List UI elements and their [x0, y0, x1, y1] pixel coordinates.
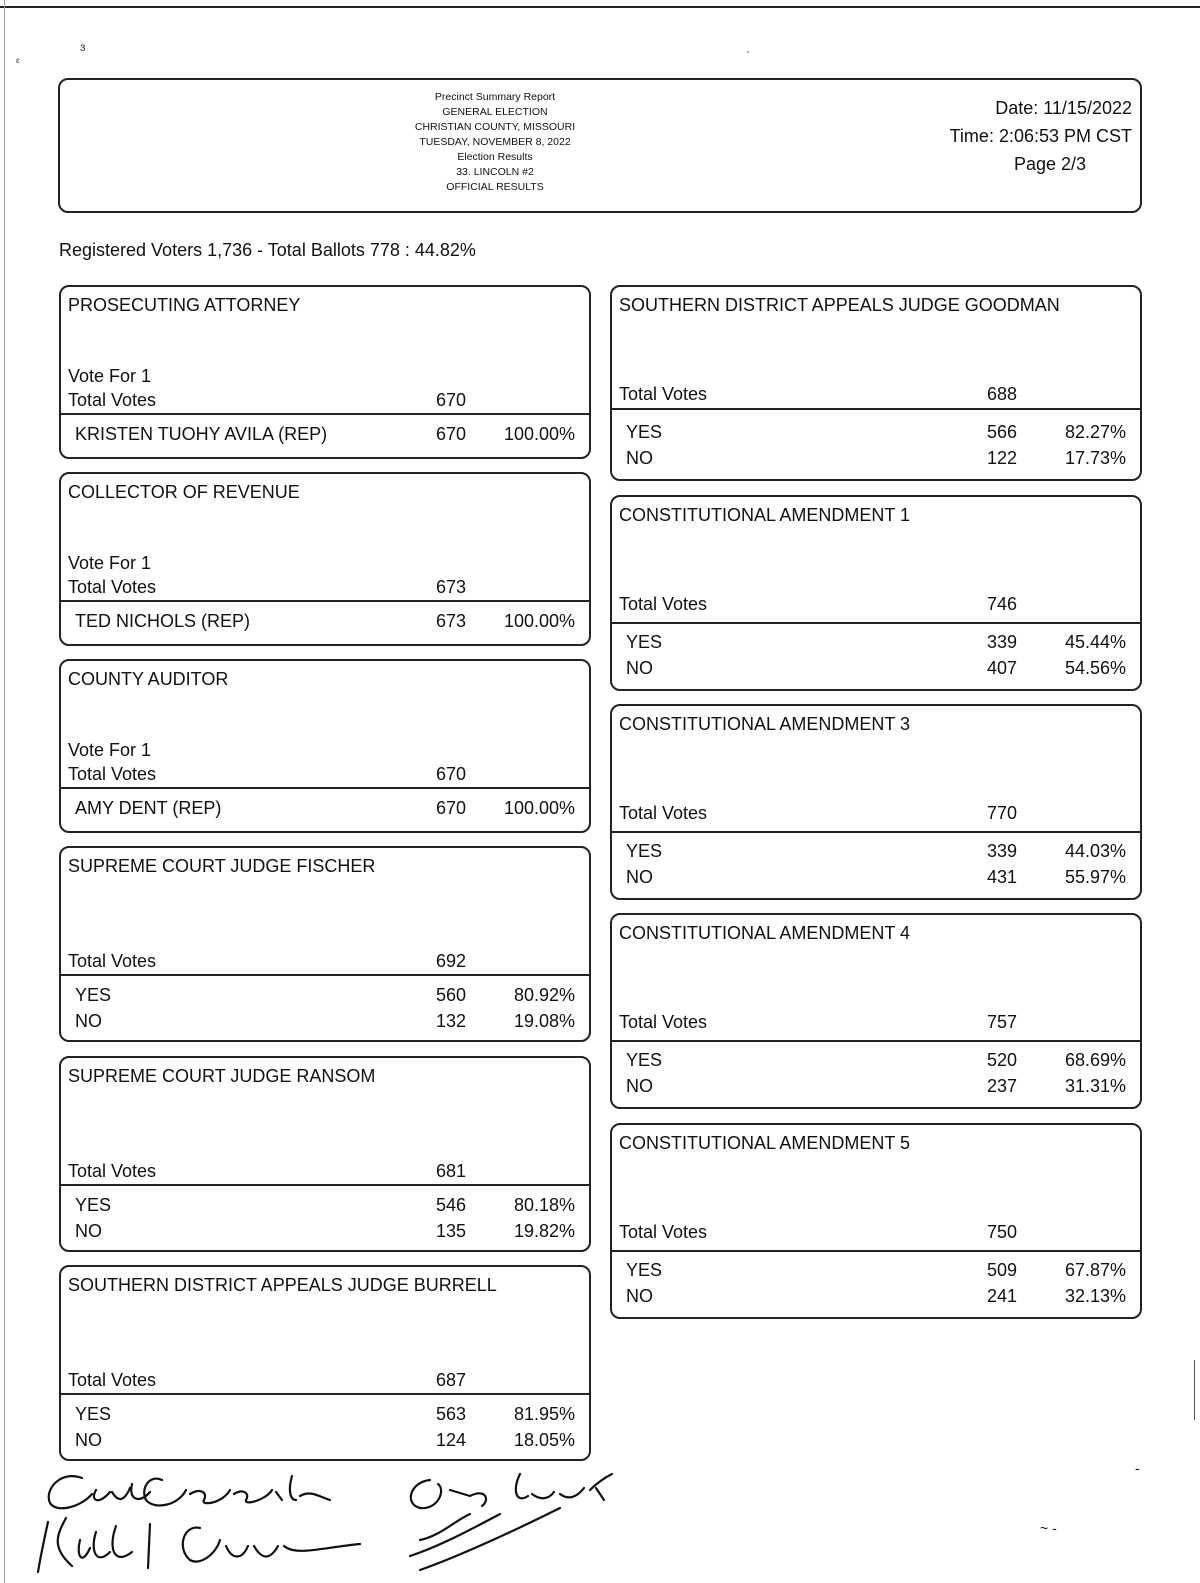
choice-percent: 19.08%: [513, 1011, 575, 1031]
total-votes-label: Total Votes: [68, 951, 157, 971]
choice-name: YES: [626, 1260, 663, 1280]
registered-voters-summary: Registered Voters 1,736 - Total Ballots 778 : 44.82%: [59, 240, 476, 260]
choice-votes: 339: [986, 841, 1017, 861]
choice-name: YES: [626, 632, 663, 652]
choice-percent: 80.18%: [513, 1195, 575, 1215]
total-votes-count: 692: [435, 951, 466, 971]
choice-name: YES: [626, 1050, 663, 1070]
results-label: Election Results: [457, 151, 533, 163]
choice-votes: 241: [986, 1286, 1017, 1306]
choice-percent: 32.13%: [1064, 1286, 1126, 1306]
choice-name: KRISTEN TUOHY AVILA (REP): [75, 424, 328, 444]
total-votes-count: 670: [435, 764, 466, 784]
choice-name: NO: [626, 1076, 653, 1096]
choice-name: AMY DENT (REP): [75, 798, 222, 818]
total-votes-label: Total Votes: [619, 594, 708, 614]
total-votes-label: Total Votes: [68, 577, 157, 597]
choice-percent: 100.00%: [503, 424, 575, 444]
choice-name: TED NICHOLS (REP): [75, 611, 251, 631]
precinct-name: 33. LINCOLN #2: [456, 166, 534, 178]
report-time: Time: 2:06:53 PM CST: [949, 126, 1132, 146]
choice-percent: 81.95%: [513, 1404, 575, 1424]
choice-name: NO: [75, 1011, 102, 1031]
race-title: CONSTITUTIONAL AMENDMENT 5: [619, 1133, 911, 1153]
choice-votes: 339: [986, 632, 1017, 652]
race-title: COLLECTOR OF REVENUE: [68, 482, 300, 502]
choice-name: NO: [626, 658, 653, 678]
total-votes-count: 746: [986, 594, 1017, 614]
choice-votes: 237: [986, 1076, 1017, 1096]
scan-speck: -: [1135, 1460, 1140, 1476]
choice-votes: 122: [986, 448, 1017, 468]
page-number: Page 2/3: [1013, 154, 1086, 174]
choice-percent: 100.00%: [503, 611, 575, 631]
choice-votes: 520: [986, 1050, 1017, 1070]
choice-percent: 31.31%: [1064, 1076, 1126, 1096]
total-votes-label: Total Votes: [619, 1012, 708, 1032]
choice-votes: 563: [435, 1404, 466, 1424]
choice-votes: 124: [435, 1430, 466, 1450]
signature-2: [38, 1518, 360, 1572]
total-votes-count: 681: [435, 1161, 466, 1181]
choice-name: NO: [75, 1430, 102, 1450]
scan-speck: ɜ: [80, 40, 86, 54]
choice-percent: 67.87%: [1064, 1260, 1126, 1280]
choice-votes: 407: [986, 658, 1017, 678]
total-votes-label: Total Votes: [68, 1161, 157, 1181]
choice-votes: 509: [986, 1260, 1017, 1280]
choice-percent: 82.27%: [1064, 422, 1126, 442]
choice-percent: 54.56%: [1064, 658, 1126, 678]
choice-name: YES: [75, 985, 112, 1005]
total-votes-count: 688: [986, 384, 1017, 404]
choice-percent: 18.05%: [513, 1430, 575, 1450]
race-title: SUPREME COURT JUDGE RANSOM: [68, 1066, 376, 1086]
signature-1: [49, 1476, 330, 1508]
choice-percent: 19.82%: [513, 1221, 575, 1241]
choice-votes: 132: [435, 1011, 466, 1031]
choice-name: YES: [626, 841, 663, 861]
choice-votes: 670: [435, 798, 466, 818]
vote-for-label: Vote For 1: [68, 740, 152, 760]
total-votes-count: 750: [986, 1222, 1017, 1242]
signature-3: [410, 1474, 612, 1570]
total-votes-label: Total Votes: [619, 384, 708, 404]
election-date: TUESDAY, NOVEMBER 8, 2022: [419, 136, 571, 148]
total-votes-label: Total Votes: [619, 1222, 708, 1242]
race-title: SOUTHERN DISTRICT APPEALS JUDGE GOODMAN: [619, 295, 1060, 315]
total-votes-count: 670: [435, 390, 466, 410]
county-name: CHRISTIAN COUNTY, MISSOURI: [414, 121, 576, 133]
choice-name: YES: [75, 1195, 112, 1215]
total-votes-count: 757: [986, 1012, 1017, 1032]
choice-percent: 44.03%: [1064, 841, 1126, 861]
race-title: CONSTITUTIONAL AMENDMENT 1: [619, 505, 911, 525]
choice-votes: 673: [435, 611, 466, 631]
choice-name: NO: [626, 867, 653, 887]
choice-name: NO: [626, 1286, 653, 1306]
total-votes-count: 687: [435, 1370, 466, 1390]
choice-name: YES: [626, 422, 663, 442]
race-title: CONSTITUTIONAL AMENDMENT 3: [619, 714, 911, 734]
vote-for-label: Vote For 1: [68, 366, 152, 386]
choice-name: YES: [75, 1404, 112, 1424]
race-title: SUPREME COURT JUDGE FISCHER: [68, 856, 376, 876]
scan-speck: ᵋ: [16, 55, 20, 69]
total-votes-count: 673: [435, 577, 466, 597]
race-title: COUNTY AUDITOR: [68, 669, 229, 689]
choice-name: NO: [75, 1221, 102, 1241]
choice-percent: 45.44%: [1064, 632, 1126, 652]
report-title: Precinct Summary Report: [434, 91, 556, 103]
choice-percent: 100.00%: [503, 798, 575, 818]
choice-votes: 546: [435, 1195, 466, 1215]
total-votes-label: Total Votes: [619, 803, 708, 823]
race-title: PROSECUTING ATTORNEY: [68, 295, 301, 315]
election-name: GENERAL ELECTION: [442, 106, 548, 118]
total-votes-label: Total Votes: [68, 390, 157, 410]
total-votes-count: 770: [986, 803, 1017, 823]
choice-votes: 135: [435, 1221, 466, 1241]
choice-percent: 68.69%: [1064, 1050, 1126, 1070]
vote-for-label: Vote For 1: [68, 553, 152, 573]
choice-percent: 80.92%: [513, 985, 575, 1005]
choice-votes: 670: [435, 424, 466, 444]
choice-percent: 55.97%: [1064, 867, 1126, 887]
scan-speck: ~ -: [1040, 1520, 1057, 1536]
report-date: Date: 11/15/2022: [995, 98, 1132, 118]
total-votes-label: Total Votes: [68, 1370, 157, 1390]
race-title: CONSTITUTIONAL AMENDMENT 4: [619, 923, 911, 943]
scan-speck: ·: [746, 44, 750, 58]
choice-votes: 560: [435, 985, 466, 1005]
choice-votes: 566: [986, 422, 1017, 442]
choice-percent: 17.73%: [1064, 448, 1126, 468]
choice-votes: 431: [986, 867, 1017, 887]
results-status: OFFICIAL RESULTS: [446, 181, 544, 193]
total-votes-label: Total Votes: [68, 764, 157, 784]
race-title: SOUTHERN DISTRICT APPEALS JUDGE BURRELL: [68, 1275, 497, 1295]
choice-name: NO: [626, 448, 653, 468]
